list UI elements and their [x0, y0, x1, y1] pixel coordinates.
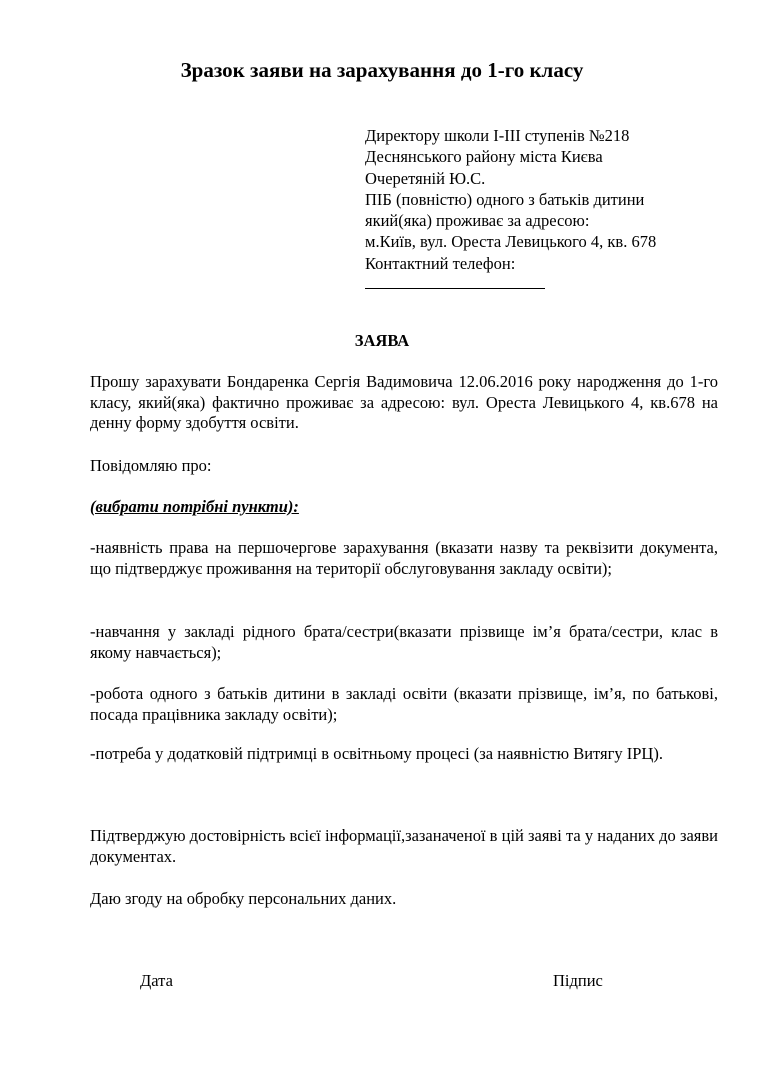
request-paragraph: Прошу зарахувати Бондаренка Сергія Вадимовича 12.06.2016 року народження до 1-го класу, який(яка) фактично проживає за адресою: вул. Ореста Левицького 4, кв.678 на денну форму здобуття освіти. [90, 372, 718, 433]
addressee-line-residence: який(яка) проживає за адресою: [365, 211, 590, 231]
addressee-line-phone: Контактний телефон: [365, 253, 516, 273]
addressee-line-address: м.Київ, вул. Ореста Левицького 4, кв. 678 [365, 232, 657, 252]
notify-paragraph: Повідомляю про: [90, 456, 212, 475]
document-title: Зразок заяви на зарахування до 1-го класу [180, 58, 584, 82]
item-additional-support: -потреба у додатковій підтримці в освітньому процесі (за наявністю Витягу ІРЦ). [90, 744, 663, 763]
application-heading: ЗАЯВА [354, 331, 410, 350]
addressee-line-director: Директору школи І-ІІІ ступенів №218 [365, 126, 630, 145]
addressee-line-parent: ПІБ (повністю) одного з батьків дитини [365, 189, 645, 209]
choose-items-instruction: (вибрати потрібні пункти): [90, 497, 299, 516]
item-sibling-study: -навчання у закладі рідного брата/сестри(вказати прізвище ім’я брата/сестри, клас в якому навчається); [90, 622, 718, 662]
consent-paragraph: Даю згоду на обробку персональних даних. [90, 889, 397, 908]
addressee-line-name: Очеретяній Ю.С. [365, 168, 486, 188]
addressee-line-district: Деснянського району міста Києва [365, 147, 603, 167]
confirm-paragraph: Підтверджую достовірність всієї інформації,зазаначеної в цій заяві та у наданих до заяви документах. [90, 826, 718, 866]
item-parent-work: -робота одного з батьків дитини в закладі освіти (вказати прізвище, ім’я, по батькові, посада працівника закладу освіти); [90, 684, 718, 724]
addressee-block [365, 125, 745, 274]
signature-label: Підпис [553, 971, 603, 990]
date-label: Дата [140, 971, 173, 990]
item-priority-right: -наявність права на першочергове зарахування (вказати назву та реквізити документа, що підтверджує проживання на території обслуговування закладу освіти); [90, 538, 718, 578]
phone-blank-line [365, 288, 545, 289]
